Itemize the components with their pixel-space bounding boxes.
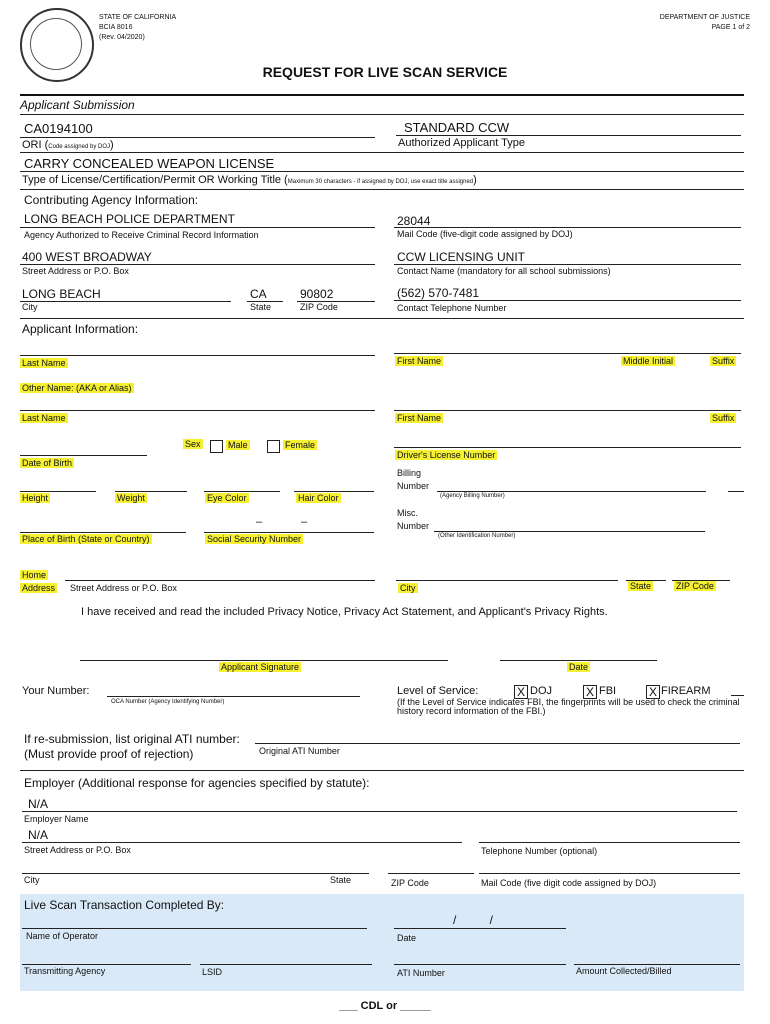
page-title: REQUEST FOR LIVE SCAN SERVICE (262, 64, 508, 80)
employer-street-label: Street Address or P.O. Box (24, 845, 131, 855)
agency-state-value[interactable]: CA (250, 287, 267, 301)
section-employer: Employer (Additional response for agencies specified by statute): (24, 776, 370, 790)
agency-street-value[interactable]: 400 WEST BROADWAY (22, 250, 152, 264)
alias-first-name-field[interactable]: First Name (397, 413, 442, 423)
header-page: PAGE 1 of 2 (711, 24, 750, 31)
agency-city-label: City (22, 302, 38, 312)
employer-mail-code-label: Mail Code (five digit code assigned by DOJ) (481, 878, 657, 888)
agency-street-label: Street Address or P.O. Box (22, 266, 129, 276)
mail-code-label: Mail Code (five-digit code assigned by DOJ) (397, 229, 573, 239)
applicant-type-label: Authorized Applicant Type (398, 137, 525, 149)
employer-name-label: Employer Name (24, 814, 89, 824)
transaction-date-slashes: / / (453, 913, 494, 927)
employer-phone-label: Telephone Number (optional) (481, 846, 598, 856)
home-state-field[interactable]: State (630, 581, 652, 591)
ssn-field[interactable]: Social Security Number (207, 534, 302, 544)
fbi-label: FBI (599, 685, 617, 697)
section-live-scan-transaction: Live Scan Transaction Completed By: (24, 898, 225, 912)
suffix-field[interactable]: Suffix (712, 356, 735, 366)
firearm-checkbox[interactable]: X (646, 685, 660, 699)
sex-label: Sex (185, 439, 201, 449)
doj-label: DOJ (530, 685, 552, 697)
header-form-number: BCIA 8016 (99, 24, 133, 31)
home-zip-field[interactable]: ZIP Code (676, 581, 714, 591)
contact-phone-label: Contact Telephone Number (397, 303, 507, 313)
contact-name-label: Contact Name (mandatory for all school submissions) (397, 266, 611, 276)
level-of-service-label: Level of Service: (397, 685, 479, 697)
oca-number-note: OCA Number (Agency Identifying Number) (111, 699, 225, 705)
employer-city-label: City (24, 875, 40, 885)
agency-zip-label: ZIP Code (300, 302, 338, 312)
contact-phone-value[interactable]: (562) 570-7481 (397, 286, 480, 300)
middle-initial-field[interactable]: Middle Initial (623, 356, 674, 366)
ori-value[interactable]: CA0194100 (24, 121, 93, 136)
employer-name-value[interactable]: N/A (28, 797, 49, 811)
home-street-field[interactable]: Street Address or P.O. Box (70, 583, 177, 593)
home-city-field[interactable]: City (400, 583, 416, 593)
employer-zip-label: ZIP Code (391, 878, 429, 888)
firearm-label: FIREARM (661, 685, 711, 697)
other-name-label: Other Name: (AKA or Alias) (22, 383, 132, 393)
cdl-footer: ___ CDL or _____ (339, 1000, 431, 1012)
transmitting-agency-label: Transmitting Agency (24, 966, 106, 976)
hair-color-field[interactable]: Hair Color (298, 493, 339, 503)
alias-suffix-field[interactable]: Suffix (712, 413, 735, 423)
contact-name-value[interactable]: CCW LICENSING UNIT (397, 250, 526, 264)
sex-male-label: Male (228, 440, 248, 450)
ssn-dash-1: – (256, 516, 263, 528)
license-type-label: Type of License/Certification/Permit OR Working Title (Maximum 30 characters - if assigned by DOJ, use exact title assigned) (22, 174, 477, 186)
agency-city-value[interactable]: LONG BEACH (22, 287, 101, 301)
billing-label: Billing (397, 468, 422, 478)
section-contributing-agency: Contributing Agency Information: (24, 193, 199, 207)
header-department: DEPARTMENT OF JUSTICE (659, 14, 750, 21)
home-label: Home (22, 570, 47, 580)
ssn-dash-2: – (301, 516, 308, 528)
license-type-value[interactable]: CARRY CONCEALED WEAPON LICENSE (24, 156, 275, 171)
date-of-birth-field[interactable]: Date of Birth (22, 458, 73, 468)
billing-number-label: Number (397, 481, 430, 491)
mail-code-value[interactable]: 28044 (397, 214, 431, 228)
header-revision: (Rev. 04/2020) (99, 34, 145, 41)
place-of-birth-field[interactable]: Place of Birth (State or Country) (22, 534, 150, 544)
alias-last-name-field[interactable]: Last Name (22, 413, 66, 423)
employer-state-label: State (330, 875, 352, 885)
height-field[interactable]: Height (22, 493, 49, 503)
drivers-license-field[interactable]: Driver's License Number (397, 450, 496, 460)
amount-collected-label: Amount Collected/Billed (576, 966, 672, 976)
employer-street-value[interactable]: N/A (28, 828, 49, 842)
applicant-type-value[interactable]: STANDARD CCW (404, 120, 510, 135)
signature-date-field[interactable]: Date (569, 662, 589, 672)
agency-name-value[interactable]: LONG BEACH POLICE DEPARTMENT (24, 212, 235, 226)
weight-field[interactable]: Weight (117, 493, 145, 503)
original-ati-label: Original ATI Number (259, 746, 340, 756)
misc-number-note: (Other Identification Number) (438, 533, 516, 539)
ori-label: ORI (Code assigned by DOJ) (22, 139, 114, 151)
misc-label: Misc. (397, 508, 418, 518)
agency-zip-value[interactable]: 90802 (300, 287, 334, 301)
section-applicant-submission: Applicant Submission (20, 98, 135, 112)
sex-male-checkbox[interactable] (210, 440, 223, 453)
misc-number-label: Number (397, 521, 430, 531)
resubmission-proof-label: (Must provide proof of rejection) (24, 747, 194, 761)
resubmission-label: If re-submission, list original ATI number: (24, 732, 240, 746)
agency-state-label: State (250, 302, 272, 312)
eye-color-field[interactable]: Eye Color (207, 493, 247, 503)
applicant-signature-field[interactable]: Applicant Signature (221, 662, 300, 672)
operator-name-label: Name of Operator (26, 931, 99, 941)
privacy-statement: I have received and read the included Privacy Notice, Privacy Act Statement, and Applicant's Privacy Rights. (81, 606, 608, 618)
ati-number-label: ATI Number (397, 968, 445, 978)
agency-name-label: Agency Authorized to Receive Criminal Record Information (24, 230, 259, 240)
billing-number-note: (Agency Billing Number) (440, 493, 505, 499)
sex-female-checkbox[interactable] (267, 440, 280, 453)
sex-female-label: Female (285, 440, 316, 450)
level-of-service-note: (If the Level of Service indicates FBI, the fingerprints will be used to check the criminal history record information of the FBI.) (397, 697, 740, 716)
lsid-label: LSID (202, 967, 223, 977)
your-number-label: Your Number: (22, 685, 90, 697)
fbi-checkbox[interactable]: X (583, 685, 597, 699)
address-label: Address (22, 583, 56, 593)
last-name-field[interactable]: Last Name (22, 358, 66, 368)
first-name-field[interactable]: First Name (397, 356, 442, 366)
header-state: STATE OF CALIFORNIA (99, 14, 177, 21)
transaction-date-label: Date (397, 933, 417, 943)
doj-checkbox[interactable]: X (514, 685, 528, 699)
section-applicant-information: Applicant Information: (22, 322, 139, 336)
